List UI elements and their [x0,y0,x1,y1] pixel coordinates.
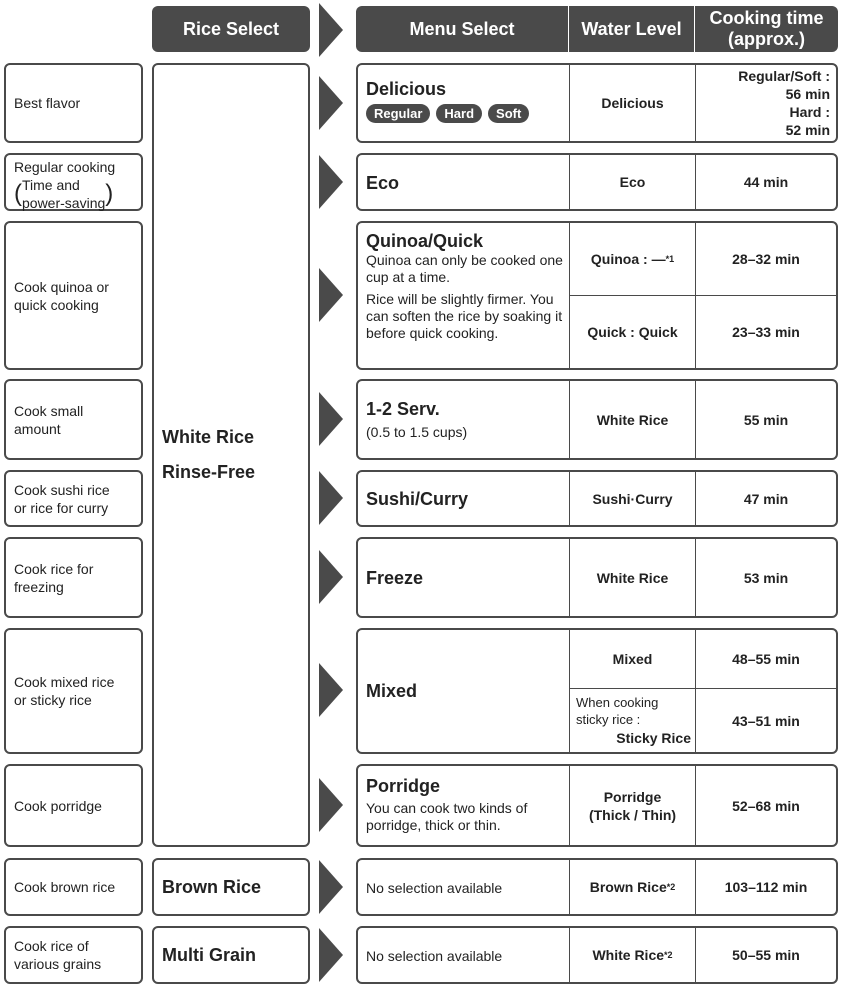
arrow-icon [319,550,343,604]
header-water-level-label: Water Level [581,18,682,39]
usecase-mixed-text: Cook mixed rice or sticky rice [14,674,115,708]
usecase-quinoa-text: Cook quinoa or quick cooking [14,278,109,313]
time-delicious: Regular/Soft : 56 min Hard : 52 min [738,68,830,138]
water-sticky [576,694,691,746]
menu-row-brown [356,858,838,916]
rice-brown-label: Brown Rice [162,876,262,897]
option-hard-badge: Hard [436,104,482,123]
water-sticky-pre: When cooking sticky rice : [576,695,659,727]
menu-row-delicious [356,63,838,143]
usecase-small-text: Cook small amount [14,402,84,437]
usecase-mixed [4,628,143,754]
menu-serv-name: 1-2 Serv. [366,399,440,419]
water-mixed: Mixed [612,651,653,667]
rice-white-rinse-free [152,63,310,847]
water-delicious: Delicious [601,95,664,111]
usecase-best-flavor [4,63,143,143]
menu-sushi-name: Sushi/Curry [366,489,469,509]
menu-row-mixed [356,628,838,754]
time-eco: 44 min [743,174,789,190]
menu-brown-text: No selection available [366,880,503,896]
rice-rinse-free-label: Rinse-Free [162,462,256,482]
menu-serv-desc: (0.5 to 1.5 cups) [366,424,468,440]
arrow-icon [319,928,343,982]
arrow-icon [319,471,343,525]
menu-porridge-name: Porridge [366,776,441,796]
menu-row-multi [356,926,838,984]
menu-row-quinoa [356,221,838,370]
time-quick: 23–33 min [732,324,800,340]
usecase-sushi [4,470,143,527]
usecase-grains [4,926,143,984]
usecase-porridge-text: Cook porridge [14,797,102,814]
header-water-level [569,6,694,52]
rice-white-label: White Rice [162,427,255,447]
menu-row-eco [356,153,838,211]
arrow-icon [319,392,343,446]
menu-porridge-desc: You can cook two kinds of porridge, thick or thin. [366,800,528,833]
usecase-freezing-text: Cook rice for freezing [14,560,94,595]
menu-row-serv [356,379,838,460]
water-eco: Eco [619,174,646,190]
menu-multi-text: No selection available [366,948,503,964]
usecase-porridge [4,764,143,847]
rice-brown [152,858,310,916]
time-mixed: 48–55 min [732,651,800,667]
time-sticky: 43–51 min [732,712,800,729]
time-brown: 103–112 min [724,879,808,895]
arrow-icon [319,76,343,130]
water-multi-text: White Rice [592,947,665,963]
header-rice-select [152,6,310,52]
header-rice-select-label: Rice Select [182,18,280,39]
arrow-icon [319,778,343,832]
time-multi: 50–55 min [732,947,800,963]
usecase-small [4,379,143,460]
water-quinoa-text: Quinoa : — [590,251,666,267]
water-brown-text: Brown Rice [589,879,667,895]
rice-multi-grain [152,926,310,984]
menu-freeze-name: Freeze [366,568,424,588]
water-quick: Quick : Quick [587,324,678,340]
water-brown [570,860,695,914]
header-menu-select-label: Menu Select [409,18,515,39]
water-serv: White Rice [596,411,669,428]
arrow-icon [319,155,343,209]
menu-row-porridge [356,764,838,847]
menu-row-sushi [356,470,838,527]
usecase-freezing [4,537,143,618]
water-sticky-label: Sticky Rice [616,730,691,746]
header-menu-select [356,6,568,52]
option-regular-badge: Regular [366,104,430,123]
usecase-grains-text: Cook rice of various grains [14,938,102,972]
header-cooking-time-label: Cooking time (approx.) [709,8,824,49]
usecase-brown-text: Cook brown rice [14,879,116,895]
water-brown-note: *2 [666,882,676,892]
header-arrow-icon [319,3,343,57]
menu-eco-name: Eco [366,173,400,193]
usecase-regular-cooking-paren: Time and power-saving [22,177,106,211]
menu-delicious-name: Delicious [366,79,447,99]
menu-quinoa-name: Quinoa/Quick [366,231,484,251]
arrow-icon [319,663,343,717]
water-quinoa [570,223,695,295]
water-freeze: White Rice [596,569,669,586]
menu-mixed-name: Mixed [366,681,418,701]
usecase-sushi-text: Cook sushi rice or rice for curry [14,481,110,516]
water-multi [570,928,695,982]
arrow-icon [319,268,343,322]
water-quinoa-note: *1 [665,254,675,264]
rice-multi-label: Multi Grain [162,944,256,965]
usecase-quinoa [4,221,143,370]
water-multi-note: *2 [664,950,673,960]
menu-row-freeze [356,537,838,618]
time-serv: 55 min [743,411,789,428]
header-cooking-time [695,6,838,52]
time-porridge: 52–68 min [732,797,800,814]
time-quinoa: 28–32 min [732,251,800,267]
option-soft-badge: Soft [488,104,529,123]
time-freeze: 53 min [743,569,789,586]
time-sushi: 47 min [743,490,789,507]
usecase-best-flavor-text: Best flavor [14,95,81,111]
menu-quinoa-desc1: Quinoa can only be cooked one cup at a time. [366,252,563,285]
arrow-icon [319,860,343,914]
usecase-regular-cooking-text: Regular cooking [14,159,116,175]
usecase-brown [4,858,143,916]
water-porridge: Porridge (Thick / Thin) [588,788,677,823]
menu-quinoa-desc2: Rice will be slightly firmer. You can soften the rice by soaking it before quick cooking. [366,291,563,341]
usecase-regular-cooking: Regular cooking ( Time and power-saving ) [4,153,143,211]
water-sushi: Sushi·Curry [592,490,673,507]
